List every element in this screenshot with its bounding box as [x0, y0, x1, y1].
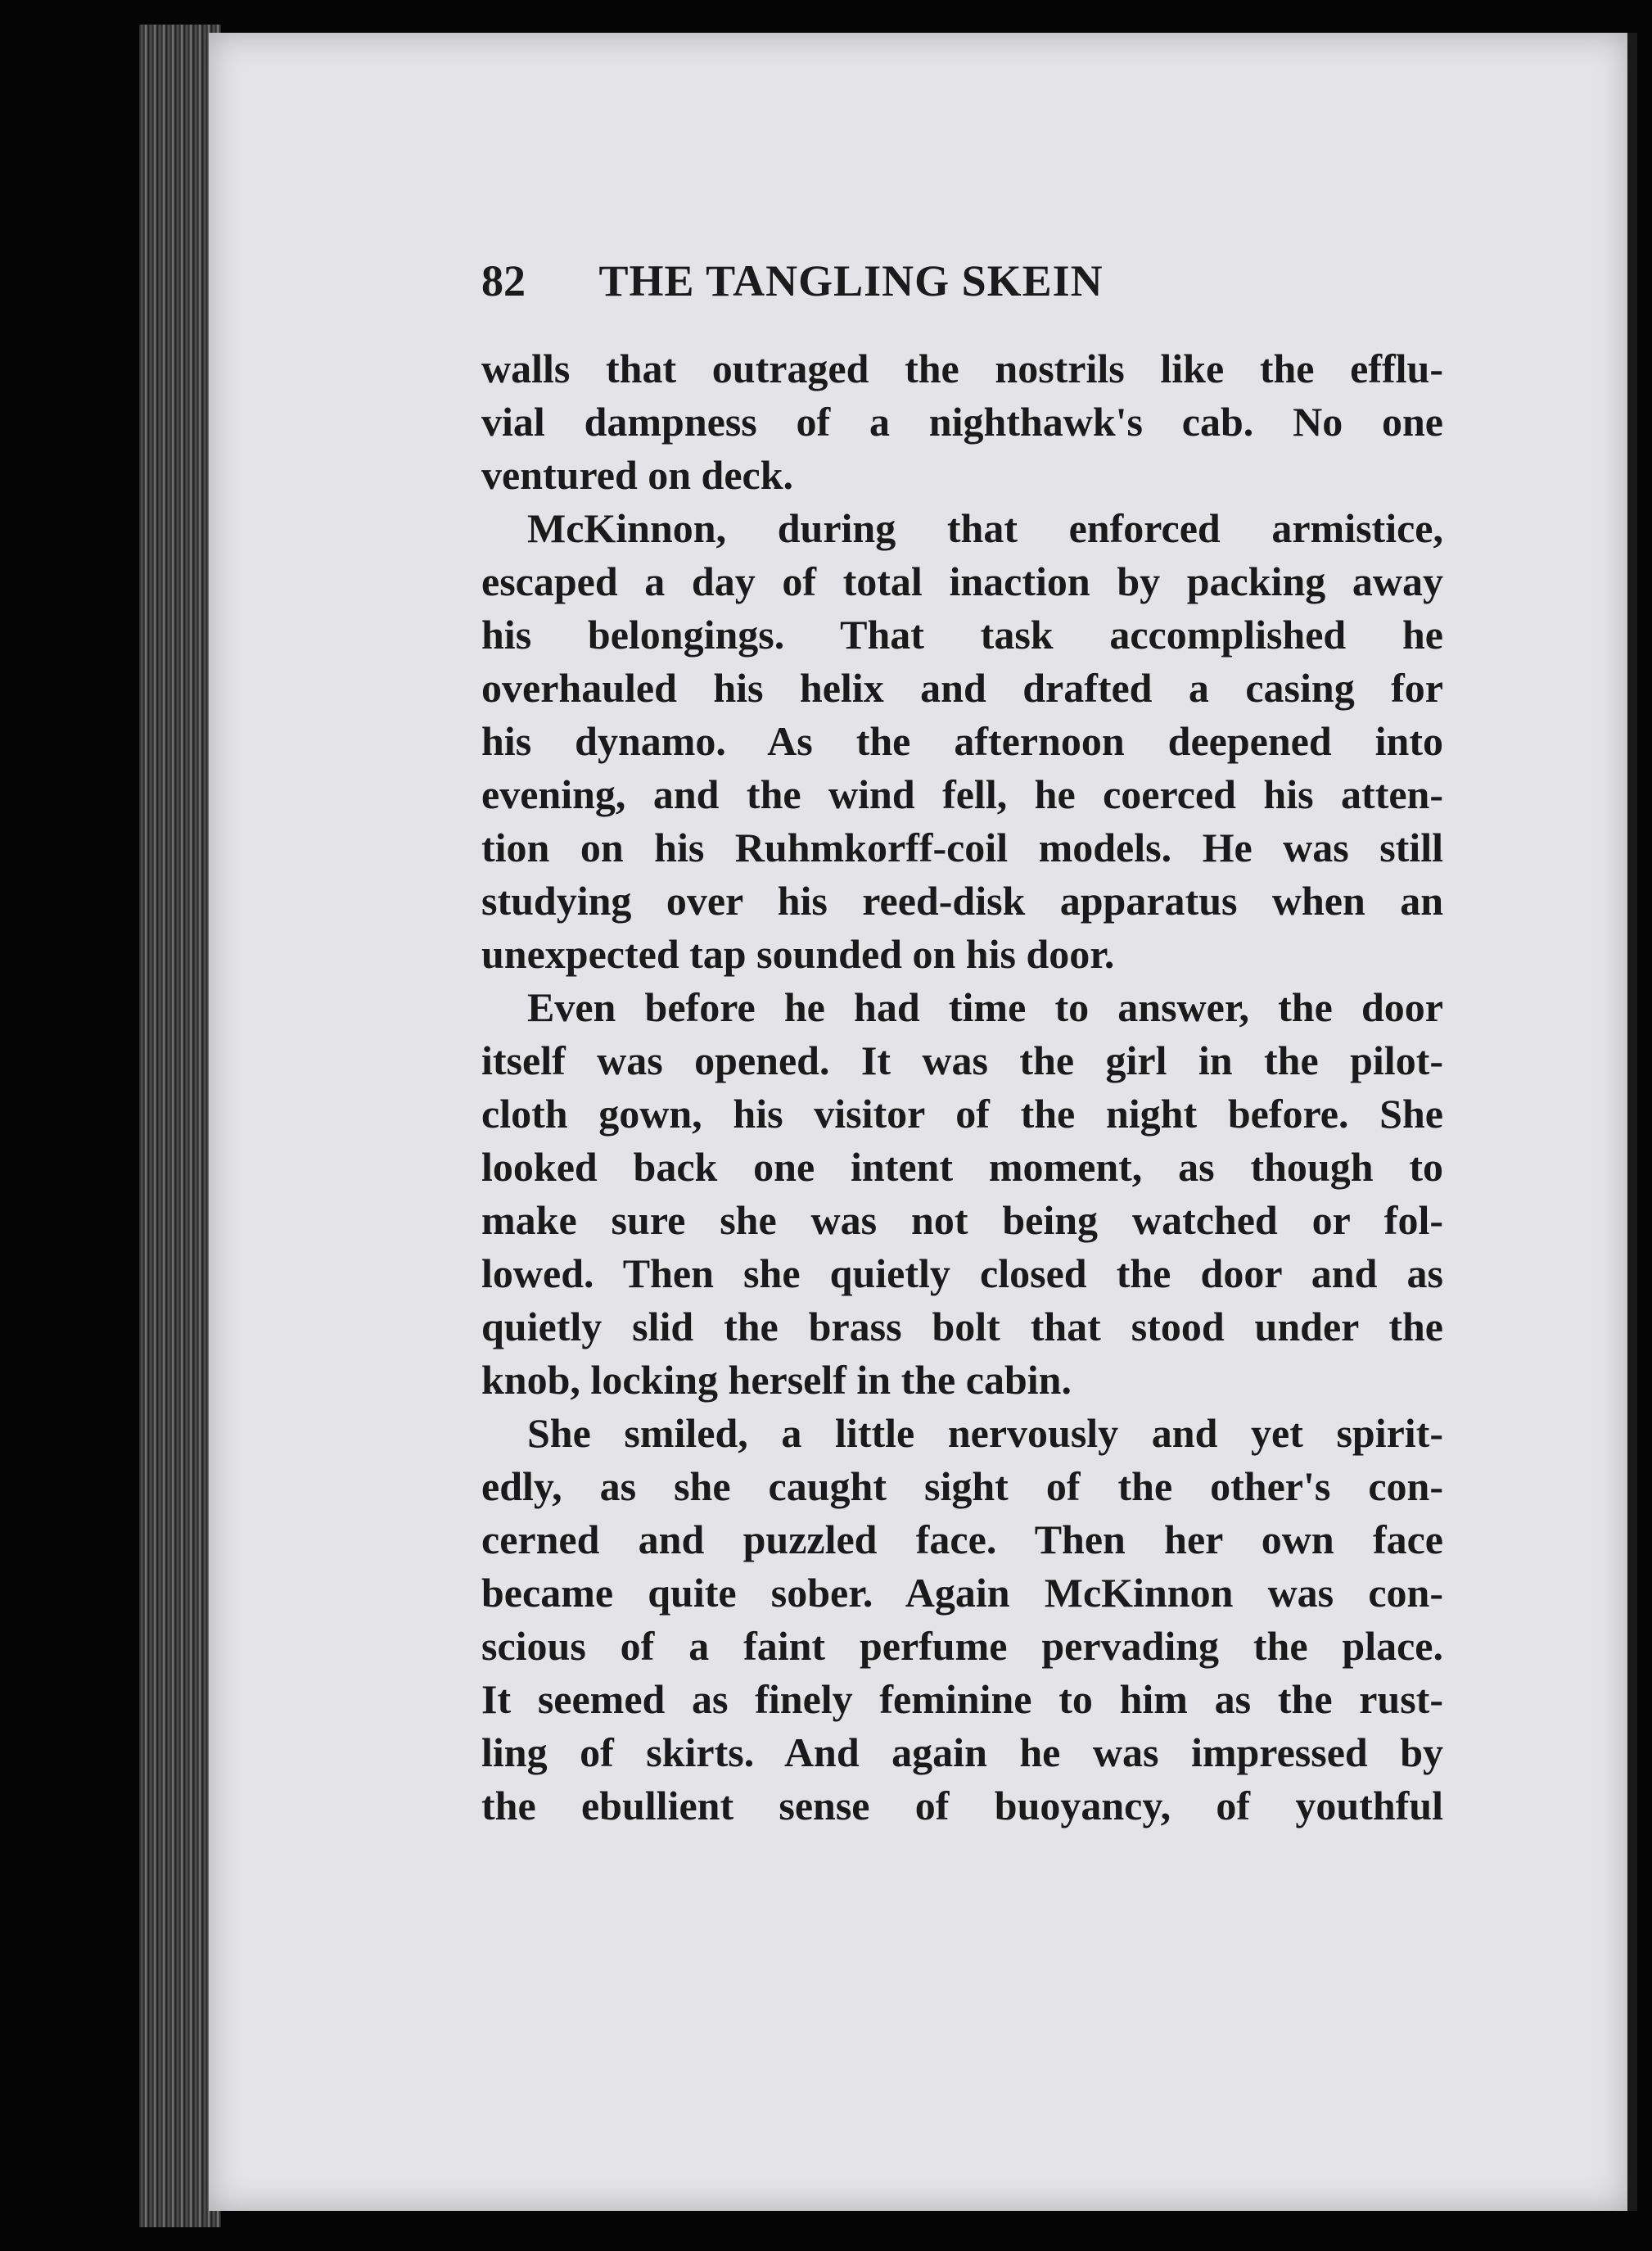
paragraph [481, 1407, 1443, 1833]
text-line: looked back one intent moment, as though to [481, 1144, 1443, 1190]
running-head-title: THE TANGLING SKEIN [598, 256, 1104, 305]
text-line: studying over his reed-disk apparatus when an [481, 878, 1443, 924]
text-line: knob, locking herself in the cabin. [481, 1357, 1072, 1403]
text-line: overhauled his helix and drafted a casing for [481, 665, 1443, 711]
text-line: unexpected tap sounded on his door. [481, 931, 1115, 977]
text-line: McKinnon, during that enforced armistice, [527, 505, 1443, 551]
text-line: cerned and puzzled face. Then her own face [481, 1516, 1443, 1562]
text-line: edly, as she caught sight of the other's con- [481, 1463, 1443, 1509]
text-line: Even before he had time to answer, the door [527, 984, 1443, 1030]
text-line: escaped a day of total inaction by packing away [481, 558, 1443, 604]
text-line: vial dampness of a nighthawk's cab. No one [481, 399, 1443, 445]
text-line: became quite sober. Again McKinnon was con- [481, 1570, 1443, 1616]
page-right-shadow [1627, 33, 1637, 2211]
text-line: his dynamo. As the afternoon deepened into [481, 718, 1443, 764]
text-line: cloth gown, his visitor of the night before. She [481, 1091, 1443, 1137]
body-text [481, 342, 1443, 1833]
text-line: scious of a faint perfume pervading the place. [481, 1623, 1443, 1669]
text-line: lowed. Then she quietly closed the door and as [481, 1250, 1443, 1296]
text-line: make sure she was not being watched or fol- [481, 1197, 1443, 1243]
text-line: itself was opened. It was the girl in the pilot- [481, 1037, 1443, 1083]
text-line: walls that outraged the nostrils like the efflu- [481, 346, 1443, 391]
running-header [481, 252, 1300, 310]
page-number: 82 [481, 256, 526, 305]
paragraph [481, 981, 1443, 1407]
text-line: ventured on deck. [481, 452, 794, 498]
paragraph [481, 502, 1443, 981]
text-line: evening, and the wind fell, he coerced his atten- [481, 771, 1443, 817]
text-line: She smiled, a little nervously and yet spirit- [527, 1410, 1443, 1456]
text-line: It seemed as finely feminine to him as the rust- [481, 1676, 1443, 1722]
text-line: quietly slid the brass bolt that stood under the [481, 1304, 1443, 1349]
text-line: ling of skirts. And again he was impressed by [481, 1729, 1443, 1775]
text-line: tion on his Ruhmkorff-coil models. He was still [481, 825, 1443, 870]
paragraph [481, 342, 1443, 502]
text-line: the ebullient sense of buoyancy, of youthful [481, 1783, 1443, 1828]
text-line: his belongings. That task accomplished he [481, 612, 1443, 658]
